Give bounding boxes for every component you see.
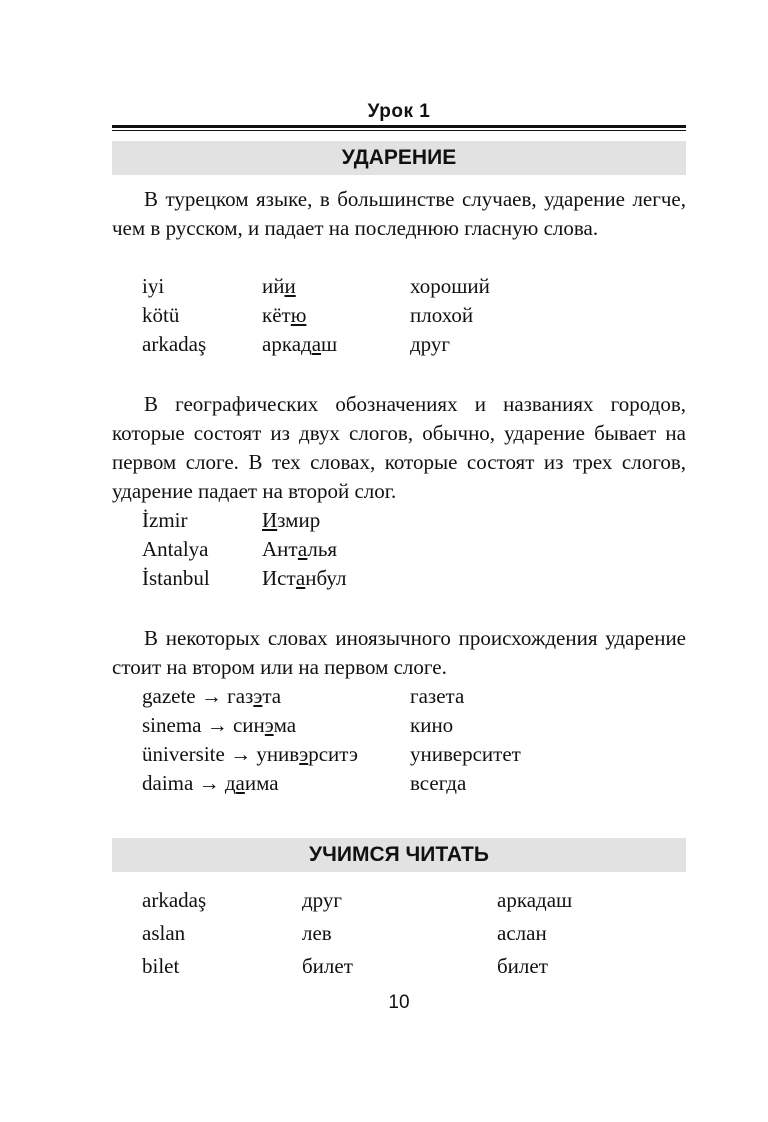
reading-row	[112, 919, 686, 948]
turkish-word: arkadaş	[142, 888, 207, 912]
russian-translation: всегда	[410, 771, 467, 795]
stressed-letter: а	[235, 771, 245, 795]
lesson-header: Урок 1	[367, 101, 431, 122]
transliteration: аркадаш	[262, 332, 338, 356]
example-row	[112, 506, 686, 535]
transliteration: Измир	[262, 508, 321, 532]
transliteration: Анталья	[262, 537, 338, 561]
turkish-to-translit: sinema → синэма	[142, 713, 297, 737]
russian-translation: друг	[302, 888, 343, 912]
example-row	[112, 535, 686, 564]
russian-translation: лев	[302, 921, 332, 945]
arrow-icon: →	[206, 713, 228, 737]
paragraph-geography: В географических обозначениях и названиях городов, которые состоят из двух слогов, обычно, ударение бывает на первом слоге. В тех словах, которые состоят из трех слогов, ударение падает на второй слог.	[112, 392, 686, 503]
transliteration: кётю	[262, 303, 307, 327]
stressed-letter: э	[253, 684, 263, 708]
turkish-word: İstanbul	[142, 566, 210, 590]
russian-translation: газета	[410, 684, 465, 708]
example-row	[112, 682, 686, 711]
stressed-letter: а	[311, 332, 322, 356]
paragraph-stress-intro: В турецком языке, в большинстве случаев, ударение легче, чем в русском, и падает на последнюю гласную слова.	[112, 187, 686, 240]
turkish-word: bilet	[142, 954, 180, 978]
turkish-word: aslan	[142, 921, 186, 945]
turkish-to-translit: daima → даима	[142, 771, 279, 795]
russian-translation: кино	[410, 713, 454, 737]
transliteration: билет	[497, 954, 548, 978]
example-row	[112, 711, 686, 740]
paragraph-foreign-words: В некоторых словах иноязычного происхождения ударение стоит на втором или на первом слоге.	[112, 626, 686, 679]
example-row	[112, 330, 686, 359]
turkish-to-translit: üniversite → унивэрситэ	[142, 742, 359, 766]
example-row	[112, 740, 686, 769]
turkish-word: Antalya	[142, 537, 209, 561]
example-row	[112, 769, 686, 798]
stressed-letter: э	[299, 742, 309, 766]
russian-translation: плохой	[410, 303, 474, 327]
turkish-word: kötü	[142, 303, 180, 327]
russian-translation: университет	[410, 742, 521, 766]
russian-translation: билет	[302, 954, 353, 978]
reading-row	[112, 886, 686, 915]
stressed-letter: ю	[290, 303, 307, 327]
arrow-icon: →	[198, 771, 220, 795]
section-title-reading: УЧИМСЯ ЧИТАТЬ	[112, 838, 686, 872]
transliteration: ийи	[262, 274, 296, 298]
example-row	[112, 301, 686, 330]
russian-translation: друг	[410, 332, 451, 356]
turkish-word: İzmir	[142, 508, 188, 532]
russian-translation: хороший	[410, 274, 490, 298]
stressed-letter: а	[297, 537, 308, 561]
transliteration: аслан	[497, 921, 547, 945]
turkish-word: arkadaş	[142, 332, 207, 356]
arrow-icon: →	[230, 742, 252, 766]
transliteration: Истанбул	[262, 566, 347, 590]
example-row	[112, 272, 686, 301]
stressed-letter: и	[284, 274, 296, 298]
page-number: 10	[388, 992, 410, 1013]
arrow-icon: →	[200, 684, 222, 708]
transliteration: аркадаш	[497, 888, 573, 912]
section-title-stress: УДАРЕНИЕ	[112, 141, 686, 175]
stressed-letter: э	[264, 713, 274, 737]
turkish-to-translit: gazete → газэта	[142, 684, 282, 708]
header-rule-thick	[112, 125, 686, 128]
stressed-letter: И	[262, 508, 278, 532]
stressed-letter: а	[295, 566, 306, 590]
example-row	[112, 564, 686, 593]
reading-row	[112, 952, 686, 981]
turkish-word: iyi	[142, 274, 165, 298]
header-rule-thin	[112, 130, 686, 131]
